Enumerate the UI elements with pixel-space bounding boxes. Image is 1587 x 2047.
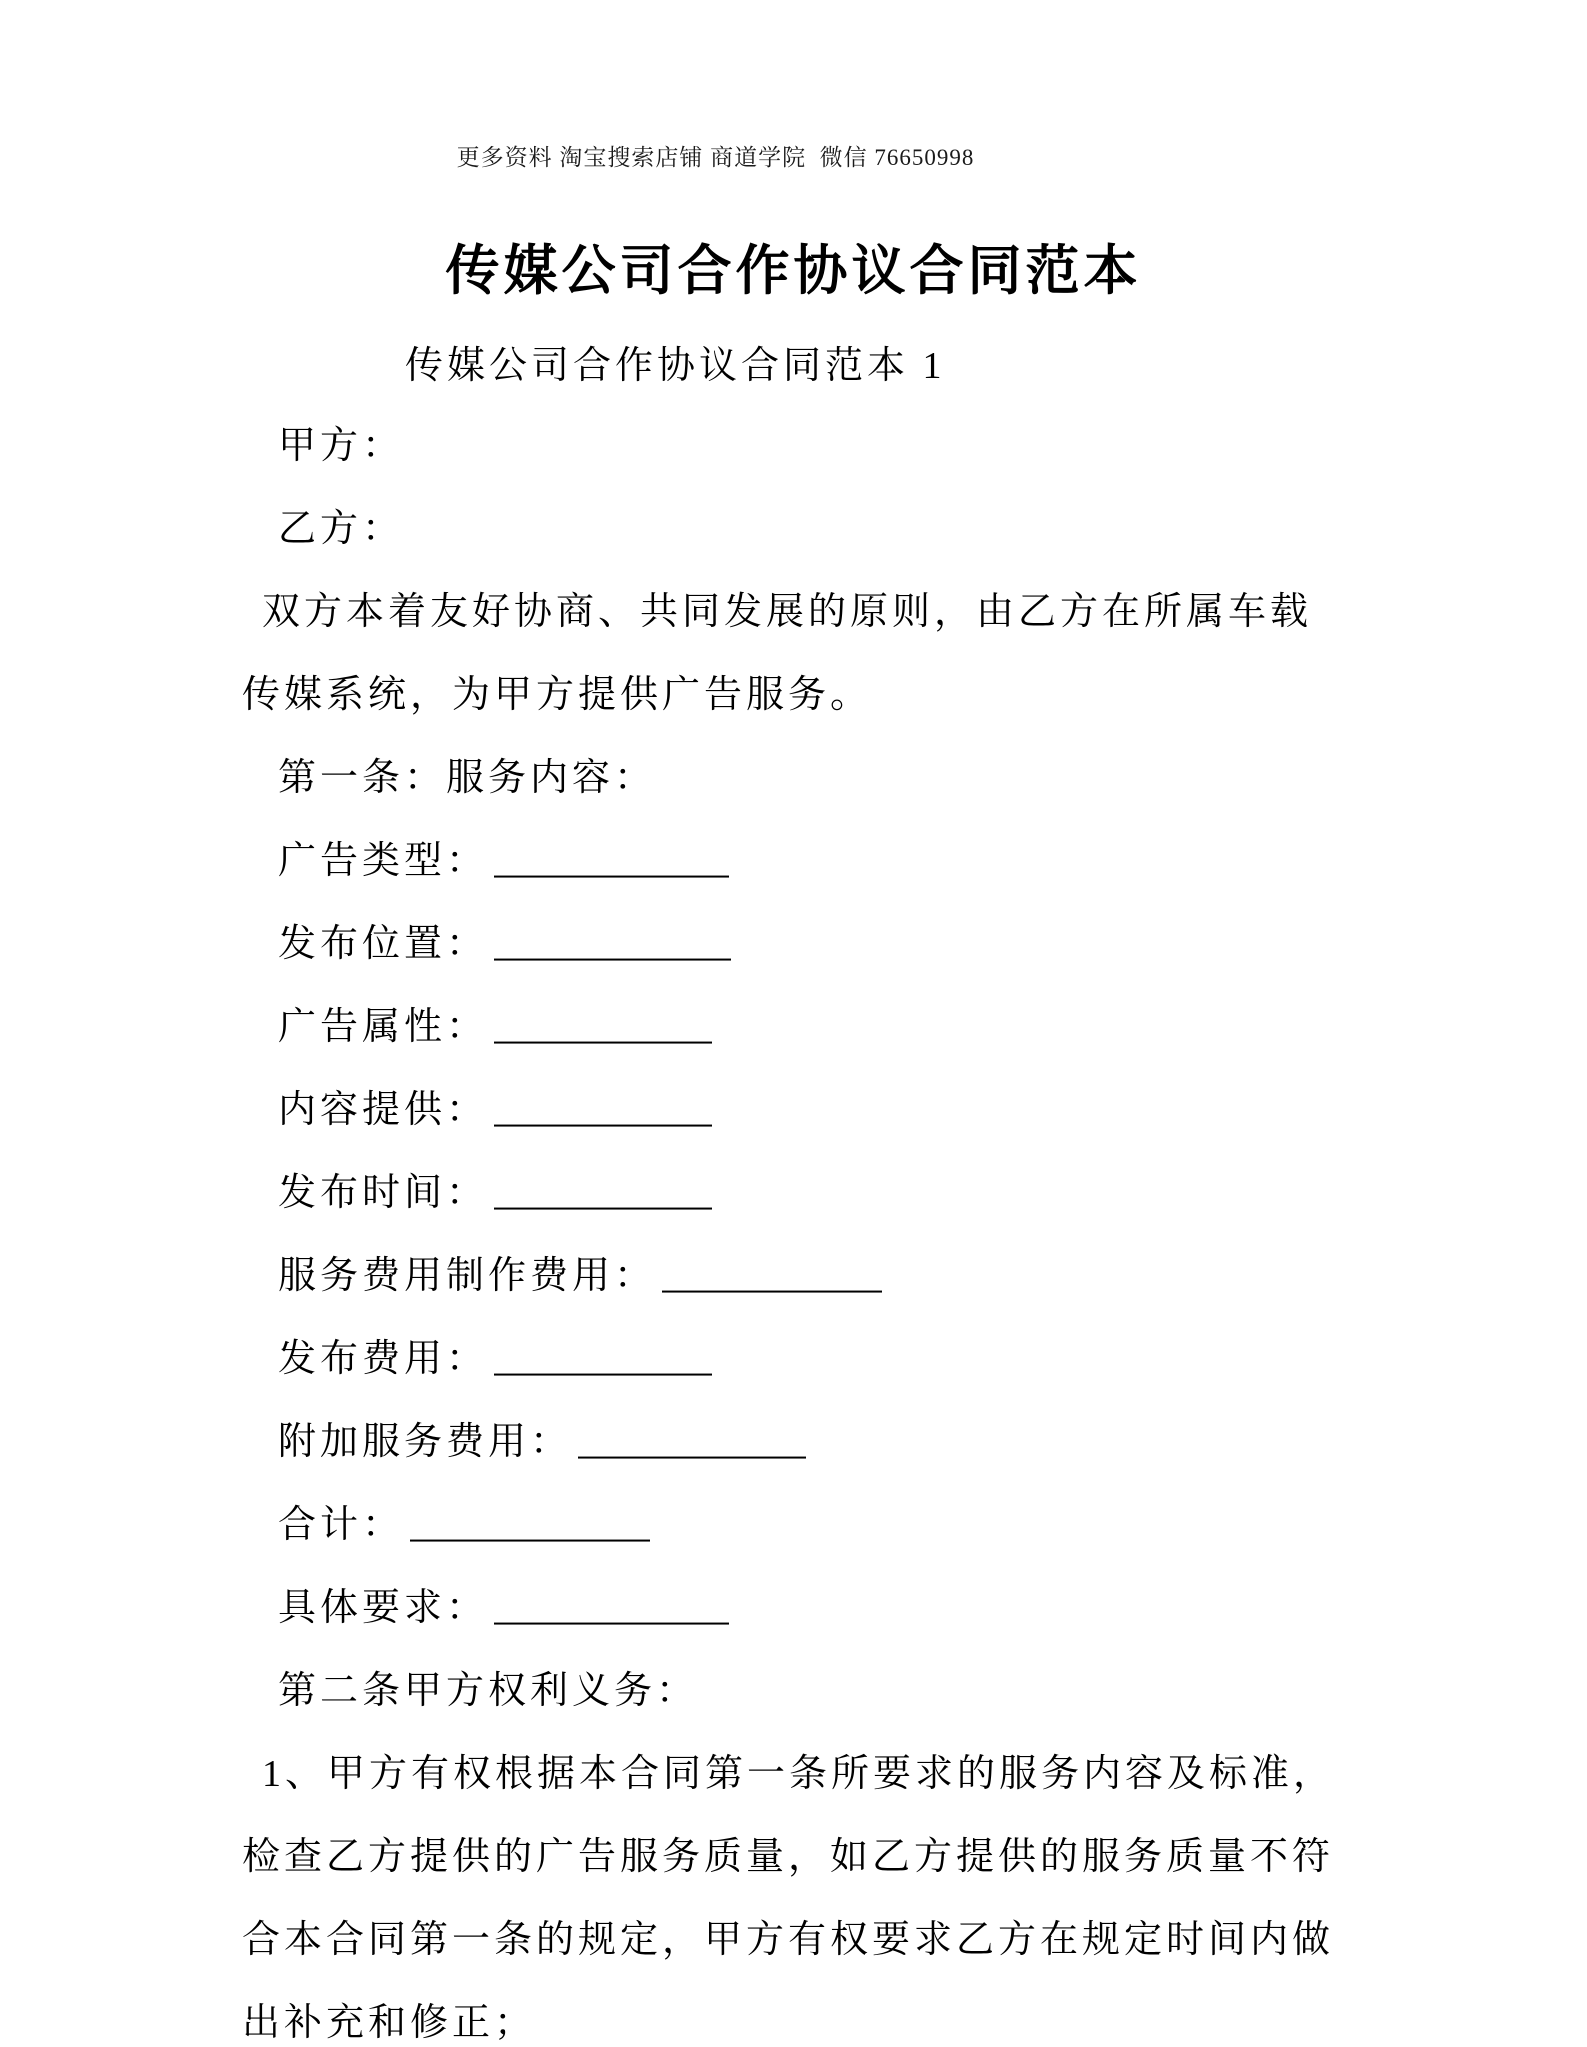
article2-heading: 第二条甲方权利义务： — [278, 1670, 699, 1712]
field-line-total — [242, 1484, 1342, 1567]
blank-line-ad-attribute[interactable] — [494, 1009, 712, 1043]
party-b-line — [242, 488, 1342, 571]
blank-line-publish-time[interactable] — [494, 1175, 712, 1209]
field-label: 服务费用制作费用： — [278, 1255, 657, 1297]
blank-line-service-production-fee[interactable] — [662, 1258, 882, 1292]
party-a-line — [242, 405, 1342, 488]
field-label: 合计： — [278, 1504, 405, 1546]
party-a-label: 甲方： — [278, 425, 405, 467]
field-line-publish-position — [242, 903, 1342, 986]
field-line-service-production-fee — [242, 1235, 1342, 1318]
blank-line-total[interactable] — [410, 1507, 650, 1541]
document-body — [0, 405, 1587, 2047]
field-label: 发布时间： — [278, 1172, 489, 1214]
field-line-content-provider — [242, 1069, 1342, 1152]
field-label: 广告类型： — [278, 840, 489, 882]
blank-line-publish-position[interactable] — [494, 926, 731, 960]
field-line-specific-requirements — [242, 1567, 1342, 1650]
field-label: 附加服务费用： — [278, 1421, 573, 1463]
field-label: 广告属性： — [278, 1006, 489, 1048]
document-title: 传媒公司合作协议合同范本 — [445, 241, 1142, 301]
blank-line-content-provider[interactable] — [494, 1092, 712, 1126]
field-line-ad-type — [242, 820, 1342, 903]
watermark-header: 更多资料 淘宝搜索店铺 商道学院 微信 76650998 — [456, 145, 975, 170]
field-line-ad-attribute — [242, 986, 1342, 1069]
field-label: 具体要求： — [278, 1587, 489, 1629]
intro-paragraph: 双方本着友好协商、共同发展的原则，由乙方在所属车载传媒系统，为甲方提供广告服务。 — [242, 591, 1313, 716]
blank-line-ad-type[interactable] — [494, 843, 729, 877]
blank-line-additional-service-fee[interactable] — [578, 1424, 806, 1458]
article2-clause1: 1、甲方有权根据本合同第一条所要求的服务内容及标准，检查乙方提供的广告服务质量，如乙方提供的服务质量不符合本合同第一条的规定，甲方有权要求乙方在规定时间内做出补充和修正； — [242, 1753, 1336, 2044]
party-b-label: 乙方： — [278, 508, 405, 550]
field-line-additional-service-fee — [242, 1401, 1342, 1484]
blank-line-publish-fee[interactable] — [494, 1341, 712, 1375]
article1-heading: 第一条：服务内容： — [278, 757, 657, 799]
field-label: 内容提供： — [278, 1089, 489, 1131]
blank-line-specific-requirements[interactable] — [494, 1590, 729, 1624]
field-line-publish-fee — [242, 1318, 1342, 1401]
field-line-publish-time — [242, 1152, 1342, 1235]
field-label: 发布位置： — [278, 923, 489, 965]
field-label: 发布费用： — [278, 1338, 489, 1380]
document-subtitle: 传媒公司合作协议合同范本 1 — [405, 345, 946, 387]
